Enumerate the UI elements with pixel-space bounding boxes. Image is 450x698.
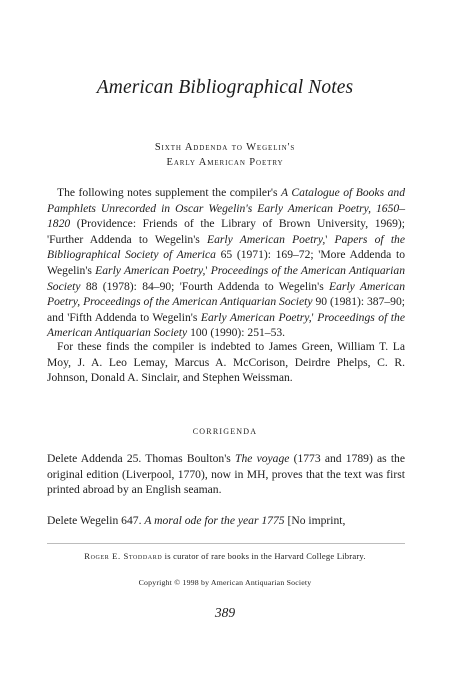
page-number: 389: [214, 605, 236, 620]
text-run: ': [205, 263, 211, 277]
text-run: 90 (1981): 387–90; and 'Fifth Addenda to Wegelin's: [47, 295, 405, 324]
author-footnote: [0, 551, 450, 561]
italic-title-run: Proceedings of the American Antiquarian Society: [83, 295, 313, 309]
italic-title-run: The voyage: [235, 452, 290, 465]
text-run: [No imprint,: [284, 514, 346, 527]
text-run: The following notes supplement the compiler's: [57, 186, 282, 199]
text-run: 100 (1990): 251–53.: [187, 326, 286, 340]
subtitle-line-2: Early American Poetry: [166, 157, 284, 168]
article-subtitle: [0, 140, 450, 170]
subtitle-line-1: Sixth Addenda to Wegelin's: [154, 142, 296, 153]
italic-title-run: A moral ode for the year 1775: [144, 514, 285, 527]
text-run: Delete Addenda 25. Thomas Boulton's: [47, 452, 235, 465]
text-run: 88 (1978): 84–90; 'Fourth Addenda to Wegelin's: [80, 279, 330, 293]
intro-paragraph: [47, 185, 405, 341]
author-note: is curator of rare books in the Harvard College Library.: [162, 551, 366, 561]
author-name: Roger E. Stoddard: [84, 551, 163, 561]
italic-title-run: Proceedings of the American Antiquarian Society: [47, 263, 405, 293]
page-title: American Bibliographical Notes: [96, 77, 354, 98]
italic-title-run: Early American Poetry,: [200, 310, 312, 324]
text-run: (Providence: Friends of the Library of Brown University, 1969); 'Further Addenda to Wegelin's: [47, 217, 405, 246]
italic-title-run: Papers of the Bibliographical Society of America: [47, 232, 405, 262]
text-run: ': [311, 310, 318, 324]
italic-title-run: Early American Poetry,: [207, 232, 326, 246]
corrigenda-entry-2: [47, 513, 405, 529]
text-run: ': [325, 232, 335, 246]
text-run: 65 (1971): 169–72; 'More Addenda to Wegelin's: [47, 248, 405, 277]
text-run: (1773 and 1789) as the original edition (Liverpool, 1770), now in MH, proves that the text was first printed abroad by an English seaman.: [47, 452, 405, 497]
corrigenda-entry-1: [47, 451, 405, 498]
italic-title-run: Proceedings of the American Antiquarian Society: [47, 310, 405, 340]
text-run: Delete Wegelin 647.: [47, 514, 145, 527]
italic-title-run: Early American Poetry,: [95, 263, 206, 277]
footnote-divider: [47, 543, 405, 544]
acknowledgements-paragraph: For these finds the compiler is indebted to James Green, William T. La Moy, J. A. Leo Lemay, Marcus A. McCorison, Deirdre Phelps, C. R. Johnson, Donald A. Sinclair, and Stephen Weissman.: [47, 340, 405, 385]
italic-title-run: A Catalogue of Books and Pamphlets Unrecorded in Oscar Wegelin's Early American Poetry, 1650–1820: [47, 186, 405, 231]
corrigenda-heading: CORRIGENDA: [192, 427, 258, 436]
copyright-line: Copyright © 1998 by American Antiquarian Society: [138, 578, 312, 587]
italic-title-run: Early American Poetry,: [47, 279, 405, 309]
